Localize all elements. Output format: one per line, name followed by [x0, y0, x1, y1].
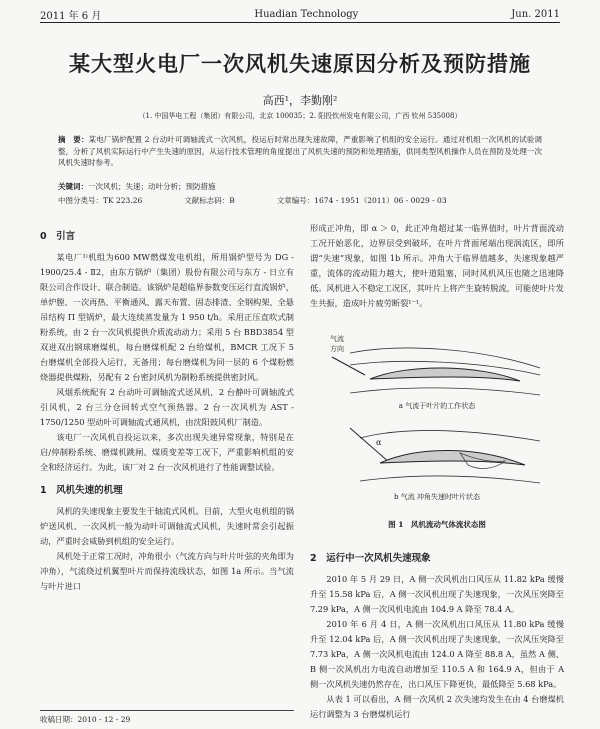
alpha-label: α	[376, 438, 382, 447]
header-rule	[40, 22, 560, 23]
paragraph: 风烟系统配有 2 台动叶可调轴流式送风机，2 台静叶可调轴流式引风机，2 台三分仓回转式空气预热器。2 台一次风机为 AST - 1750/1250 型动叶可调轴流式通风机，由沈阳鼓风机厂制造。	[40, 387, 294, 427]
streamline	[360, 431, 540, 441]
panel-a	[330, 334, 540, 410]
section-heading-observation: 2 运行中一次风机失速现象	[310, 553, 431, 564]
clc-number: 中图分类号：TK 223.26	[58, 196, 143, 205]
doc-code: 文献标志码：B	[184, 196, 235, 205]
paragraph: 形成正冲角，即 α ＞ 0，此正冲角超过某一临界值时，叶片背面流动工况开始恶化，边界层受到破坏，在叶片背面尾端出现涡流区，即所谓“失速”现象，如图 1b 所示。冲角大于临界值越多，失速现象越严重，流体的流动阻力越大，使叶道阻塞，同时风机风压也随之迅速降低。风机进入不稳定工况区，其叶片上将产生旋转脱流，可能使叶片发生共振，造成叶片疲劳断裂¹⁻¹。	[310, 223, 564, 308]
paragraph: 风机处于正常工况时，冲角很小（气流方向与叶片叶弦的夹角即为冲角），气流绕过机翼型叶片而保持流线状态，如图 1a 所示。当气流与叶片进口	[40, 551, 294, 591]
abstract	[58, 134, 542, 169]
panel-b-caption: b 气流 冲角失速时叶片状态	[394, 493, 480, 501]
section-heading-mechanism: 1 风机失速的机理	[40, 485, 123, 496]
affiliation: （1. 中国华电工程（集团）有限公司，北京 100035；2. 阳投钦州发电有限公司，广西 钦州 535008）	[138, 112, 462, 120]
classification-line	[58, 195, 542, 206]
figure-caption: 图 1 风机流动气体流状态图	[388, 520, 486, 529]
streamline	[350, 388, 540, 395]
flow-label: 气流	[330, 335, 344, 343]
keywords	[58, 181, 216, 192]
flow-arrow	[332, 357, 365, 375]
airfoil-blade	[380, 450, 525, 465]
streamline	[350, 348, 540, 368]
section-heading-intro: 0 引言	[40, 231, 76, 242]
abstract-label: 摘 要：	[58, 135, 89, 144]
paragraph: 该电厂一次风机自投运以来，多次出现失速异常现象，特别是在启/停制粉系统、磨煤机跳闸、煤质变差等工况下，严重影响机组的安全和经济运行。为此，该厂对 2 台一次风机进行了性能调整试验。	[40, 432, 294, 472]
paragraph: 风机的失速现象主要发生于轴流式风机。目前，大型火电机组的锅炉送风机、一次风机一般为动叶可调轴流式风机，失速时常会引起振动，严重时会威胁到机组的安全运行。	[40, 506, 294, 546]
header-journal: Huadian Technology	[254, 8, 359, 20]
received-date-footnote: 收稿日期：2010 - 12 - 29	[40, 710, 294, 725]
airfoil-diagram	[310, 313, 564, 513]
running-header	[40, 6, 560, 22]
paragraph: 2010 年 5 月 29 日，A 侧一次风机出口风压从 11.82 kPa 缓慢升至 15.58 kPa 后，A 侧一次风机出现了失速现象，一次风压突降至 7.29 kPa，A 侧一次风机电流由 104.9 A 降至 78.4 A。	[310, 574, 564, 614]
paper-title: 某大型火电厂一次风机失速原因分析及预防措施	[69, 52, 531, 76]
article-number: 文章编号：1674 - 1951（2011）06 - 0029 - 03	[276, 196, 447, 205]
authors: 高西¹，李勤刚²	[262, 94, 338, 107]
right-column	[310, 221, 564, 722]
figure-1	[310, 313, 564, 543]
airfoil-blade	[370, 368, 520, 381]
keywords-label: 关键词：	[58, 182, 88, 191]
paragraph: 2010 年 6 月 4 日，A 侧一次风机出口风压从 11.80 kPa 缓慢升至 12.04 kPa 后，A 侧一次风机出现了失速现象，一次风压突降至 7.73 kPa，A 侧一次风机电流由 124.0 A 降至 88.8 A，虽然 A 侧、B 侧一次风机出力电流自动增加至 110.5 A 和 164.9 A，但由于 A 侧一次风机失速仍然存在，出口风压下降更快，最低降至 5.68 kPa。	[310, 619, 564, 689]
paragraph: 某电厂¹⁾机组为600 MW燃煤发电机组，所用锅炉型号为 DG - 1900/25.4 - Ⅱ2，由东方锅炉（集团）股份有限公司与东方 - 日立有限公司合作设计、联合制造。该锅炉是超临界参数变压运行直流锅炉，单炉膛、一次再热、平衡通风、露天布置、固态排渣、全钢构架、全悬吊结构 Π 型锅炉，最大连续蒸发量为 1 950 t/h。采用正压直吹式制粉系统，由 2 台一次风机提供介质流动动力；采用 5 台 BBD3854 型双进双出钢球磨煤机，每台磨煤机配 2 台给煤机，BMCR 工况下 5 台磨煤机全部投入运行，无备用；每台磨煤机为同一层的 6 个煤粉燃烧器提供煤粉，另配有 2 台密封风机为制粉系统提供密封风。	[40, 252, 294, 382]
panel-b	[350, 428, 540, 501]
panel-a-caption: a 气流于叶片的工作状态	[398, 402, 476, 410]
flow-label-2: 方向	[330, 345, 344, 353]
header-date: Jun. 2011	[511, 8, 560, 20]
abstract-text: 某电厂锅炉配置 2 台动叶可调轴流式一次风机，投运后时常出现失速故障，严重影响了机组的安全运行。通过对机组一次风机的试验调整，分析了风机实际运行中产生失速的原因，从运行技术管理的角度提出了风机失速的预防和处理措施，供同类型风机操作人员在预防及处理一次风机失速时参考。	[58, 135, 542, 167]
paragraph: 从表 1 可以看出，A 侧一次风机 2 次失速均发生在由 4 台磨煤机运行调整为 3 台磨煤机运行	[310, 694, 564, 719]
streamline	[360, 476, 540, 483]
header-issue: 2011 年 6 月	[40, 10, 102, 22]
left-column	[40, 221, 294, 594]
keywords-text: 一次风机；失速；动叶分析；预防措施	[88, 182, 216, 191]
